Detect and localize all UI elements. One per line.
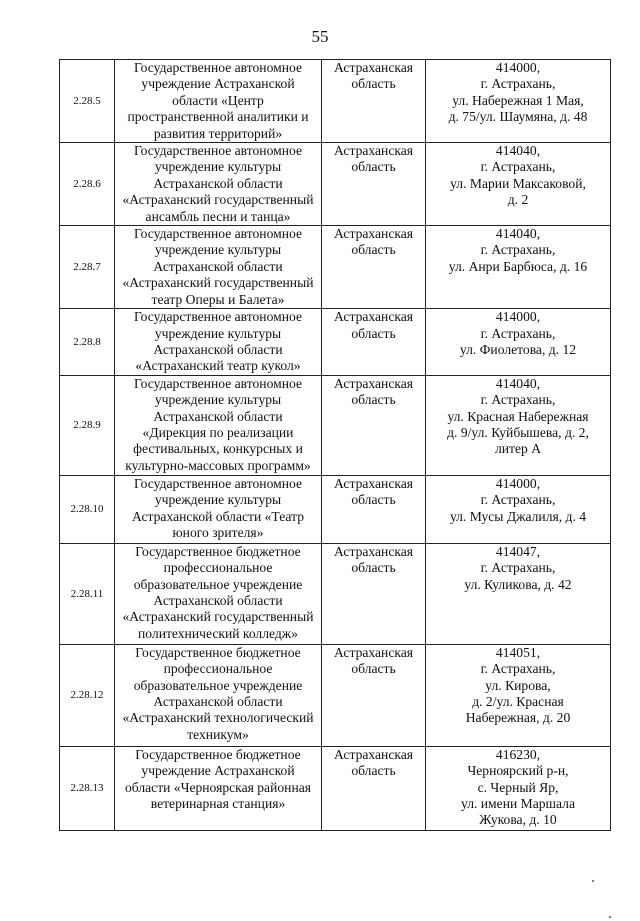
institution-name-line: Астраханской области «Театр: [132, 508, 304, 524]
address-line: Жукова, д. 10: [479, 812, 557, 828]
institution-name-line: Государственное бюджетное: [135, 746, 301, 762]
institution-name-line: Астраханской области: [153, 592, 283, 608]
institution-name-line: «Астраханский государственный: [122, 609, 314, 625]
address-line: ул. Набережная 1 Мая,: [452, 92, 584, 108]
region: [322, 60, 426, 143]
institution-name-line: театр Оперы и Балета»: [151, 291, 285, 307]
row-number: 2.28.8: [60, 309, 115, 376]
region-line: область: [351, 392, 396, 408]
institution-name: [115, 60, 322, 143]
address-line: ул. Мусы Джалиля, д. 4: [449, 508, 587, 524]
address: [426, 746, 611, 830]
address: [426, 475, 611, 543]
institution-name-line: учреждение культуры: [154, 392, 282, 408]
address-line: ул. Красная Набережная: [447, 408, 589, 424]
institution-name-line: «Астраханский государственный: [122, 275, 314, 291]
row-number: 2.28.7: [60, 226, 115, 309]
table-row: [60, 644, 611, 746]
region-line: область: [351, 661, 396, 677]
row-number: 2.28.10: [60, 475, 115, 543]
registry-table-body: [60, 60, 611, 831]
address: [426, 226, 611, 309]
address-line: д. 2: [507, 192, 529, 208]
address-line: г. Астрахань,: [480, 492, 556, 508]
region-line: Астраханская: [333, 375, 414, 391]
institution-name-line: учреждение культуры: [154, 159, 282, 175]
region-line: Астраханская: [333, 226, 414, 242]
row-number: 2.28.6: [60, 143, 115, 226]
table-row: [60, 375, 611, 475]
institution-name-line: учреждение культуры: [154, 325, 282, 341]
institution-name-line: техникум»: [187, 726, 249, 742]
region-line: Астраханская: [333, 746, 414, 762]
institution-name-line: культурно-массовых программ»: [125, 457, 311, 473]
address-line: 416230,: [495, 746, 541, 762]
institution-name-line: Астраханской области: [153, 258, 283, 274]
institution-name-line: Государственное автономное: [134, 143, 302, 159]
institution-name-line: «Астраханский государственный: [122, 192, 314, 208]
region: [322, 543, 426, 644]
address: [426, 309, 611, 376]
region-line: Астраханская: [333, 60, 414, 75]
region: [322, 143, 426, 226]
address-line: ул. Фиолетова, д. 12: [459, 341, 577, 357]
address-line: литер А: [494, 441, 542, 457]
institution-name-line: «Астраханский театр кукол»: [135, 358, 301, 374]
institution-name-line: учреждение культуры: [154, 242, 282, 258]
address-line: Черноярский р-н,: [467, 763, 569, 779]
region: [322, 475, 426, 543]
address: [426, 375, 611, 475]
region: [322, 746, 426, 830]
table-row: [60, 143, 611, 226]
institution-name: [115, 375, 322, 475]
address-line: д. 75/ул. Шаумяна, д. 48: [448, 109, 588, 125]
institution-name-line: области «Черноярская районная: [124, 779, 312, 795]
region: [322, 644, 426, 746]
institution-name-line: Государственное бюджетное: [135, 543, 301, 559]
institution-name: [115, 309, 322, 376]
institution-name: [115, 475, 322, 543]
institution-name-line: ансамбль песни и танца»: [145, 208, 291, 224]
address-line: г. Астрахань,: [480, 159, 556, 175]
institution-name-line: пространственной аналитики и: [127, 109, 309, 125]
institution-name: [115, 143, 322, 226]
table-row: [60, 475, 611, 543]
address-line: г. Астрахань,: [480, 242, 556, 258]
address-line: ул. Куликова, д. 42: [464, 576, 572, 592]
institution-name-line: учреждение культуры: [154, 492, 282, 508]
address-line: г. Астрахань,: [480, 661, 556, 677]
institution-name-line: политехнический колледж»: [138, 625, 298, 641]
address-line: Набережная, д. 20: [465, 710, 571, 726]
address-line: д. 9/ул. Куйбышева, д. 2,: [447, 424, 589, 440]
region-line: Астраханская: [333, 644, 414, 660]
institution-name-line: учреждение Астраханской: [141, 763, 295, 779]
address-line: 414047,: [495, 543, 541, 559]
region-line: Астраханская: [333, 475, 414, 491]
region-line: область: [351, 763, 396, 779]
address-line: г. Астрахань,: [480, 560, 556, 576]
address-line: 414040,: [495, 226, 541, 242]
institution-name-line: образовательное учреждение: [133, 576, 303, 592]
row-number: 2.28.9: [60, 375, 115, 475]
address-line: ул. Марии Максаковой,: [450, 175, 586, 191]
address-line: ул. имени Маршала: [461, 795, 575, 811]
institution-name-line: «Дирекция по реализации: [142, 424, 294, 440]
institution-name-line: учреждение Астраханской: [141, 76, 295, 92]
institution-name-line: Астраханской области: [153, 341, 283, 357]
table-row: [60, 746, 611, 830]
region: [322, 375, 426, 475]
institution-name: [115, 746, 322, 830]
scan-speck: [592, 880, 594, 882]
address: [426, 60, 611, 143]
institution-name-line: юного зрителя»: [172, 524, 264, 540]
address-line: ул. Анри Барбюса, д. 16: [448, 258, 588, 274]
region: [322, 226, 426, 309]
address-line: 414051,: [495, 644, 541, 660]
row-number: 2.28.11: [60, 543, 115, 644]
institution-name: [115, 226, 322, 309]
institution-name-line: Государственное автономное: [134, 375, 302, 391]
address-line: с. Черный Яр,: [477, 779, 559, 795]
region-line: область: [351, 242, 396, 258]
page-number: 55: [311, 27, 329, 46]
institution-name-line: фестивальных, конкурсных и: [133, 441, 303, 457]
institution-name-line: Государственное автономное: [134, 226, 302, 242]
institution-name-line: Государственное автономное: [134, 475, 302, 491]
institution-name-line: ветеринарная станция»: [150, 795, 286, 811]
region-line: область: [351, 325, 396, 341]
institution-name: [115, 543, 322, 644]
table-row: [60, 543, 611, 644]
institution-name-line: Астраханской области: [153, 693, 283, 709]
region-line: Астраханская: [333, 543, 414, 559]
address-line: 414000,: [495, 475, 541, 491]
region-line: область: [351, 560, 396, 576]
institution-name-line: образовательное учреждение: [133, 677, 303, 693]
table-row: [60, 226, 611, 309]
registry-table: [59, 59, 611, 831]
region: [322, 309, 426, 376]
row-number: 2.28.12: [60, 644, 115, 746]
table-row: [60, 309, 611, 376]
institution-name-line: Государственное автономное: [134, 60, 302, 75]
region-line: область: [351, 76, 396, 92]
institution-name: [115, 644, 322, 746]
address-line: 414000,: [495, 60, 541, 75]
scan-speck: [609, 916, 611, 918]
address: [426, 143, 611, 226]
address-line: 414040,: [495, 375, 541, 391]
row-number: 2.28.5: [60, 60, 115, 143]
address-line: 414040,: [495, 143, 541, 159]
row-number: 2.28.13: [60, 746, 115, 830]
institution-name-line: «Астраханский технологический: [122, 710, 314, 726]
institution-name-line: области «Центр: [172, 92, 264, 108]
institution-name-line: Государственное автономное: [134, 309, 302, 325]
address-line: г. Астрахань,: [480, 392, 556, 408]
address: [426, 644, 611, 746]
institution-name-line: Астраханской области: [153, 175, 283, 191]
institution-name-line: Астраханской области: [153, 408, 283, 424]
institution-name-line: профессиональное: [163, 560, 273, 576]
table-row: [60, 60, 611, 143]
institution-name-line: профессиональное: [163, 661, 273, 677]
institution-name-line: развития территорий»: [153, 125, 283, 141]
address-line: 414000,: [495, 309, 541, 325]
address-line: ул. Кирова,: [485, 677, 551, 693]
address-line: д. 2/ул. Красная: [472, 693, 564, 709]
region-line: область: [351, 159, 396, 175]
address-line: г. Астрахань,: [480, 76, 556, 92]
address: [426, 543, 611, 644]
region-line: Астраханская: [333, 309, 414, 325]
address-line: г. Астрахань,: [480, 325, 556, 341]
region-line: область: [351, 492, 396, 508]
institution-name-line: Государственное бюджетное: [135, 644, 301, 660]
region-line: Астраханская: [333, 143, 414, 159]
